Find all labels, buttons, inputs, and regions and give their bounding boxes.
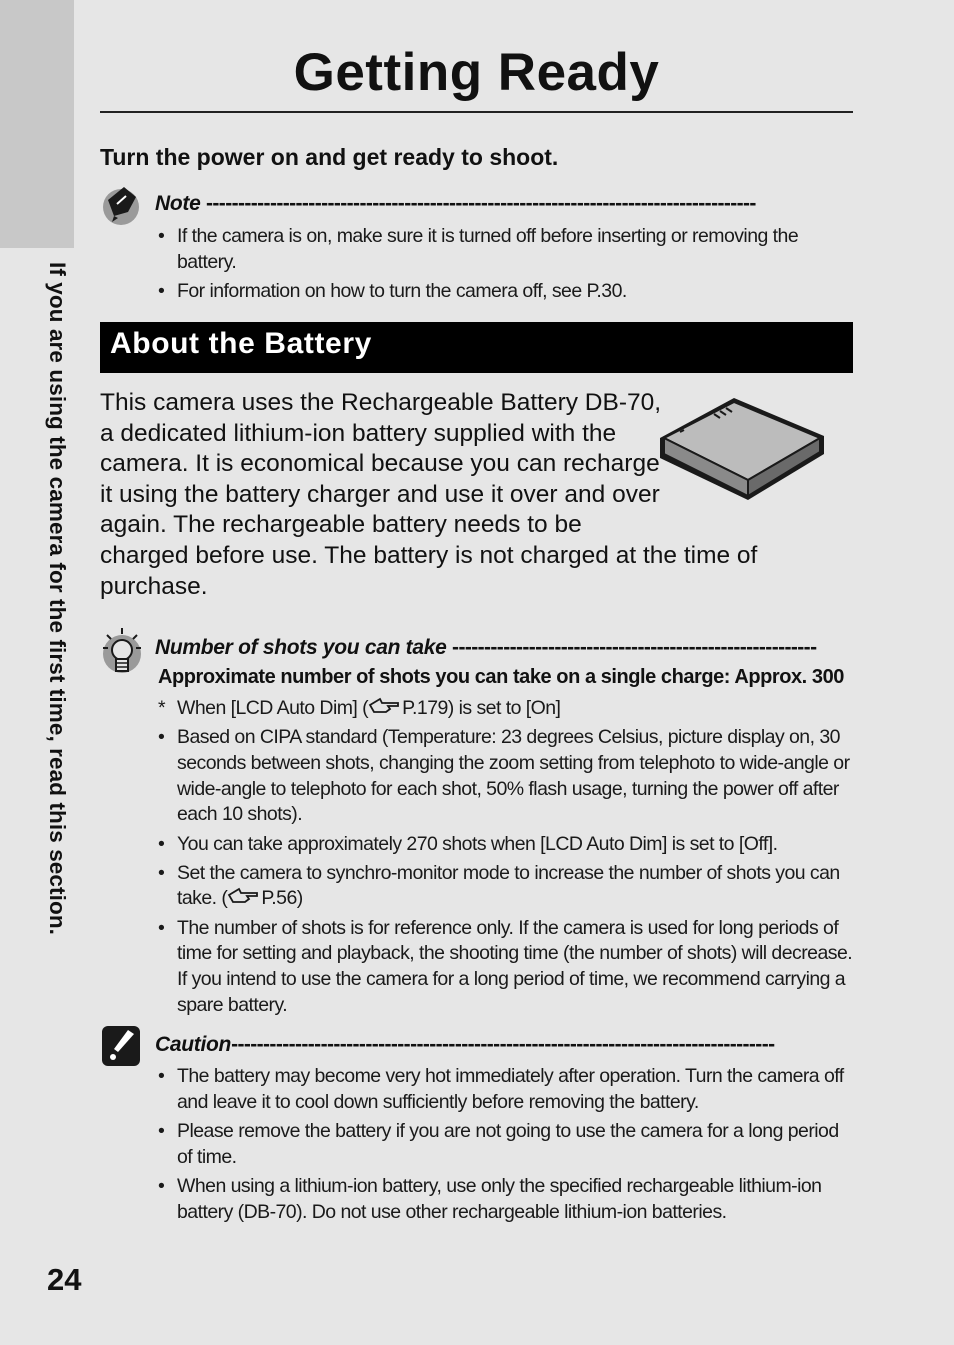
side-tab-text: If you are using the camera for the first time, read this section.	[45, 262, 70, 936]
page-number: 24	[47, 1262, 82, 1297]
caution-item: • Please remove the battery if you are not going to use the camera for a long period of time.	[158, 1119, 858, 1170]
section-heading: About the Battery	[110, 327, 372, 360]
synchro-pre: Set the camera to synchro-monitor mode to increase the number of shots you can take. (	[177, 861, 840, 910]
caution-heading	[155, 1033, 852, 1057]
note-list	[158, 224, 858, 308]
battery-illustration	[665, 388, 860, 538]
page-subtitle: Turn the power on and get ready to shoot.	[100, 144, 559, 170]
note-heading-label: Note	[155, 192, 201, 215]
reference-hand-icon	[227, 887, 261, 905]
caution-item: • The battery may become very hot immediately after operation. Turn the camera off and leave it to cool down sufficiently before removing the battery.	[158, 1064, 858, 1115]
note-item: • If the camera is on, make sure it is turned off before inserting or removing the battery.	[158, 224, 858, 275]
caution-exclamation-icon	[102, 1026, 140, 1066]
note-heading-dashes: --------------------------------------------------------------------------------------	[206, 192, 756, 215]
shots-item	[158, 861, 858, 912]
battery-paragraph: This camera uses the Rechargeable Battery DB-70, a dedicated lithium-ion battery supplied with the camera. It is economical because you can recharge it using the battery charger and use it over and over again. The rechargeable battery needs to be charged before use. The battery is not charged at the time of purchase.	[100, 389, 758, 600]
note-item: • For information on how to turn the camera off, see P.30.	[158, 279, 858, 305]
caution-heading-dashes: -------------------------------------------------------------------------------------	[231, 1033, 775, 1056]
battery-icon	[658, 396, 838, 508]
shots-summary: Approximate number of shots you can take on a single charge: Approx. 300	[158, 666, 844, 688]
title-divider	[100, 111, 853, 113]
caution-heading-label: Caution	[155, 1033, 232, 1056]
section-header	[100, 322, 853, 373]
shots-item: • You can take approximately 270 shots when [LCD Auto Dim] is set to [Off].	[158, 832, 858, 858]
lightbulb-icon	[102, 626, 142, 680]
page-title: Getting Ready	[293, 43, 660, 102]
synchro-post: P.56)	[261, 887, 303, 910]
note-heading	[155, 192, 852, 216]
star-note-pre: When [LCD Auto Dim] (	[177, 697, 369, 719]
shots-item: • Based on CIPA standard (Temperature: 23 degrees Celsius, picture display on, 30 seconds between shots, changing the zoom setting from telephoto to wide-angle or wide-angle to telephoto for each shot, 50% flash usage, turning the power off after each 10 shots).	[158, 725, 858, 828]
shots-list	[158, 696, 858, 1022]
caution-list	[158, 1064, 858, 1229]
shots-heading	[155, 636, 852, 660]
star-note-post: P.179) is set to [On]	[402, 697, 561, 719]
side-tab	[0, 0, 74, 248]
star-note	[158, 696, 858, 722]
reference-hand-icon	[368, 697, 402, 715]
shots-heading-label: Number of shots you can take	[155, 636, 447, 659]
note-pencil-icon	[102, 184, 142, 226]
shots-heading-dashes: ---------------------------------------------------------	[452, 636, 817, 659]
caution-item: • When using a lithium-ion battery, use only the specified rechargeable lithium-ion battery (DB-70). Do not use other rechargeable lithium-ion batteries.	[158, 1174, 858, 1225]
battery-paragraph-block	[100, 388, 860, 602]
shots-item: • The number of shots is for reference only. If the camera is used for long periods of time for setting and playback, the shooting time (the number of shots) will decrease. If you intend to use the camera for a long period of time, we recommend carrying a spare battery.	[158, 916, 858, 1019]
